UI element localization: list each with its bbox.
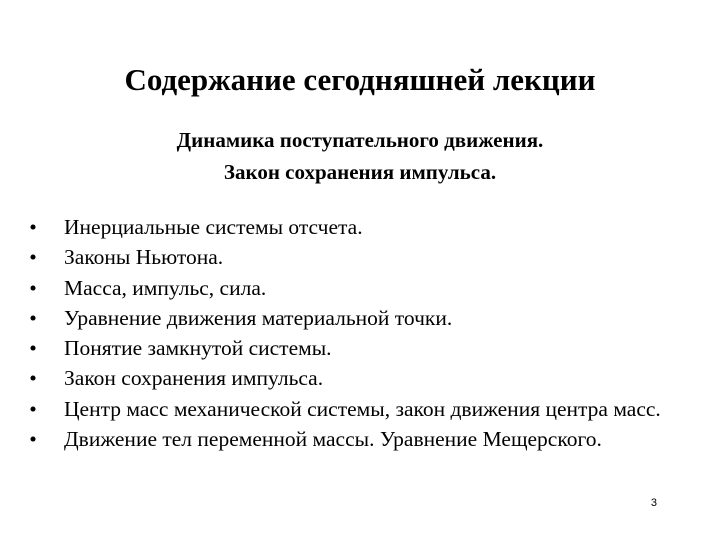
bullet-icon: •	[29, 427, 37, 452]
subtitle-line: Закон сохранения импульса.	[223, 160, 497, 184]
bullet-icon: •	[29, 336, 37, 361]
bullet-icon: •	[29, 305, 37, 330]
list-item-text: Законы Ньютона.	[64, 245, 224, 270]
list-item-text: Закон сохранения импульса.	[64, 366, 324, 391]
bullet-icon: •	[29, 275, 37, 300]
list-item-text: Понятие замкнутой системы.	[64, 336, 332, 361]
list-item-text: Масса, импульс, сила.	[64, 275, 267, 300]
list-item-text: Центр масс механической системы, закон движения центра масс.	[64, 396, 661, 421]
bullet-icon: •	[29, 366, 37, 391]
list-item	[26, 242, 696, 272]
list-item-text: Инерциальные системы отсчета.	[64, 215, 363, 239]
list-item	[26, 394, 696, 424]
topic-list	[26, 212, 696, 454]
list-item-text: Уравнение движения материальной точки.	[64, 305, 453, 330]
bullet-icon: •	[29, 396, 37, 421]
page-number: 3	[650, 497, 657, 509]
list-item	[26, 333, 696, 363]
list-item-text: Движение тел переменной массы. Уравнение Мещерского.	[64, 427, 602, 452]
list-item	[26, 424, 696, 454]
list-item	[26, 212, 696, 242]
lecture-subtitle	[0, 124, 720, 188]
list-item	[26, 363, 696, 393]
list-item	[26, 273, 696, 303]
bullet-icon: •	[29, 215, 37, 239]
bullet-icon: •	[29, 245, 37, 270]
list-item	[26, 303, 696, 333]
slide-title: Содержание сегодняшней лекции	[124, 62, 596, 97]
subtitle-line: Динамика поступательного движения.	[176, 128, 544, 152]
